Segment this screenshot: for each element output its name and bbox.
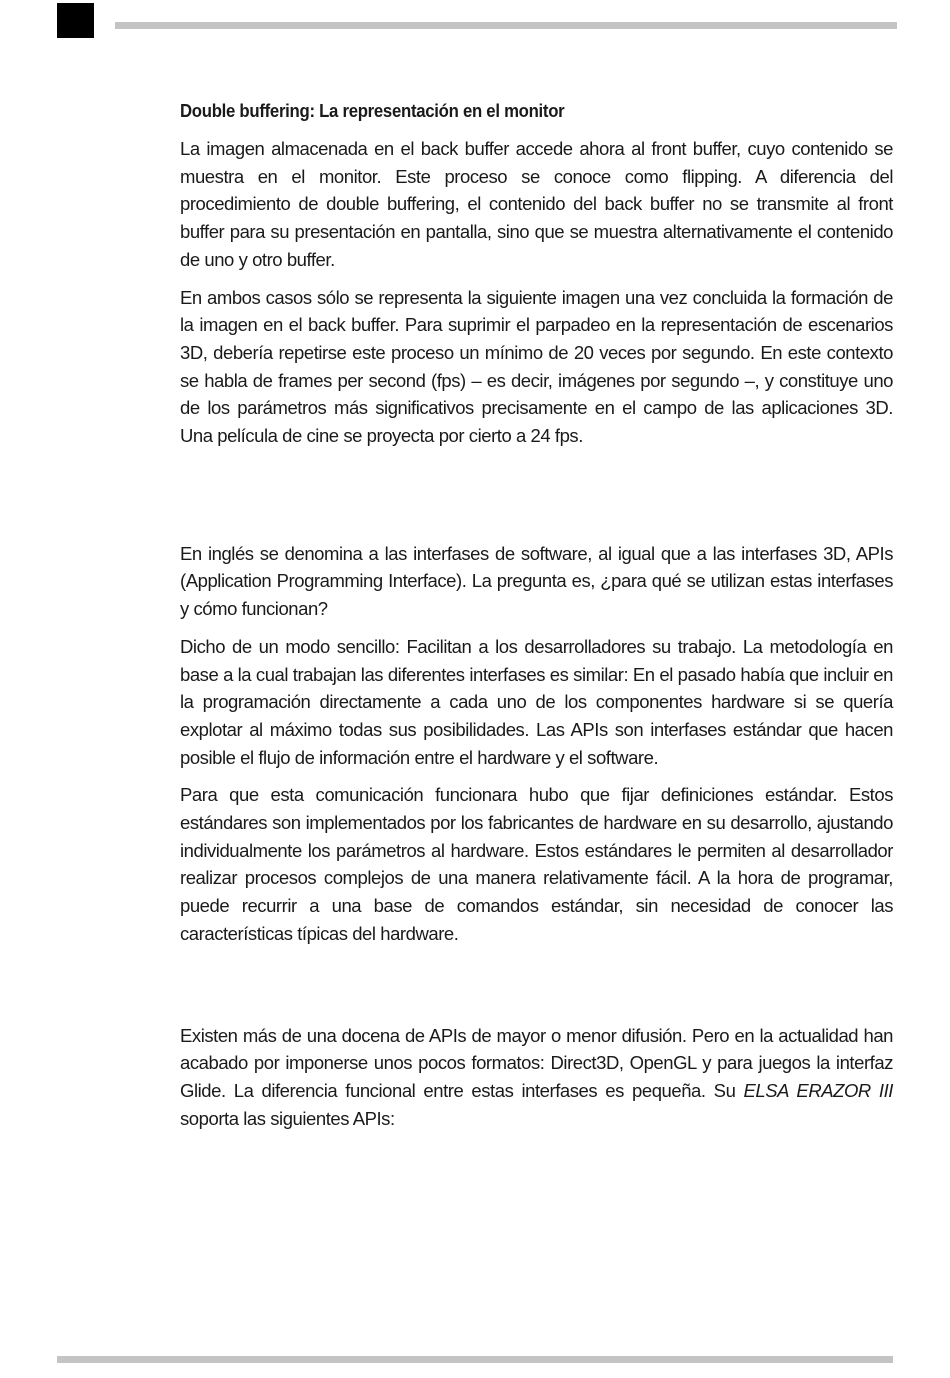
paragraph: [180, 1022, 893, 1133]
header-rule: [115, 22, 897, 29]
section-heading: Double buffering: La representación en el monitor: [180, 101, 565, 121]
paragraph: Para que esta comunicación funcionara hubo que fijar definiciones estándar. Estos estándares son implementados por los fabricantes de hardware en su desarrollo, ajustando individualmente los parámetros al hardware. Estos estándares le permiten al desarrollador realizar procesos complejos de una manera relativamente fácil. A la hora de programar, puede recurrir a una base de comandos estándar, sin necesidad de conocer las características típicas del hardware.: [180, 784, 893, 944]
footer-rule: [57, 1356, 893, 1363]
section-spacer: [180, 460, 893, 540]
paragraph: Dicho de un modo sencillo: Facilitan a los desarrolladores su trabajo. La metodología en base a la cual trabajan las diferentes interfases es similar: En el pasado había que incluir en la programación directamente a cada uno de los componentes hardware si se quería explotar al máximo todas sus posibilidades. Las APIs son interfases estándar que hacen posible el flujo de información entre el hardware y el software.: [180, 635, 893, 768]
paragraph: En inglés se denomina a las interfases de software, al igual que a las interfases 3D, APIs (Application Programming Interface). La pregunta es, ¿para qué se utilizan estas interfases y cómo funcionan?: [180, 542, 893, 620]
paragraph: En ambos casos sólo se representa la siguiente imagen una vez concluida la formación de la imagen en el back buffer. Para suprimir el parpadeo en la representación de escenarios 3D, debería repetirse este proceso un mínimo de 20 veces por segundo. En este contexto se habla de frames per second (fps) – es decir, imágenes por segundo –, y constituye uno de los parámetros más significativos precisamente en el campo de las aplicaciones 3D. Una película de cine se proyecta por cierto a 24 fps.: [180, 286, 893, 447]
product-name: ELSA ERAZOR III: [743, 1079, 893, 1101]
page-content: [180, 98, 893, 1142]
paragraph-text: Existen más de una docena de APIs de mayor o menor difusión. Pero en la actualidad han acabado por imponerse unos pocos formatos: Direct3D, OpenGL y para juegos la interfaz Glide. La diferencia funcional entre estas interfases es pequeña. Su: [180, 1024, 893, 1101]
section-spacer: [180, 958, 893, 1022]
page-corner-marker: [57, 3, 94, 38]
paragraph-text: soporta las siguientes APIs:: [180, 1107, 395, 1129]
paragraph: La imagen almacenada en el back buffer accede ahora al front buffer, cuyo contenido se muestra en el monitor. Este proceso se conoce como flipping. A diferencia del procedimiento de double buffering, el contenido del back buffer no se transmite al front buffer para su presentación en pantalla, sino que se muestra alternativamente el contenido de uno y otro buffer.: [180, 138, 893, 270]
